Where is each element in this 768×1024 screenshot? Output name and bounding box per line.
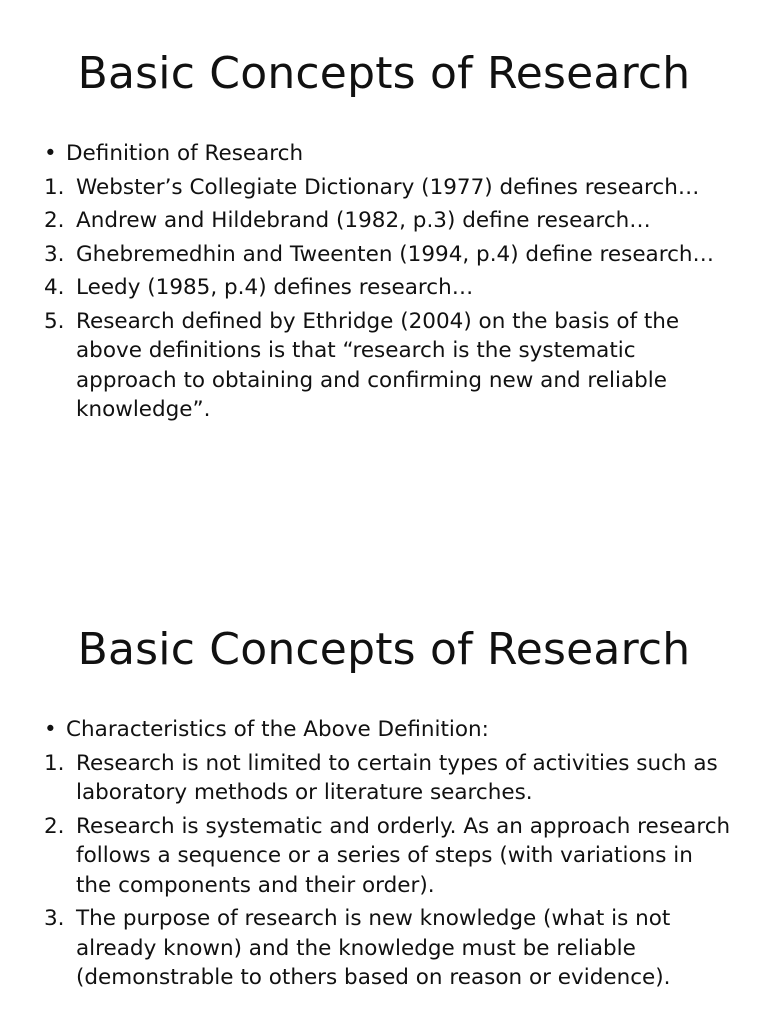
bullet-heading (44, 139, 734, 169)
slide-body (44, 139, 734, 429)
list-item-text: Research is systematic and orderly. As an approach research follows a sequence or a series of steps (with variations in the components and their order). (76, 813, 731, 898)
list-number: 1. (44, 750, 65, 776)
list-number: 1. (44, 174, 65, 200)
list-item-text: Ghebremedhin and Tweenten (1994, p.4) define research… (76, 241, 715, 267)
slide-2 (0, 576, 768, 1024)
list-item (44, 240, 734, 270)
list-item-text: Research is not limited to certain types of activities such as laboratory methods or literature searches. (76, 750, 718, 805)
list-item (44, 273, 734, 303)
list-item (44, 173, 734, 203)
list-number: 5. (44, 308, 65, 334)
list-number: 2. (44, 208, 65, 233)
bullet-text: Definition of Research (66, 141, 304, 166)
list-item-text: Webster’s Collegiate Dictionary (1977) defines research… (76, 174, 700, 200)
slide-title: Basic Concepts of Research (77, 48, 691, 99)
list-number: 3. (44, 241, 65, 267)
list-item (44, 307, 734, 425)
list-item (44, 749, 734, 808)
bullet-icon: • (44, 717, 57, 742)
list-item (44, 206, 734, 236)
list-item-text: Andrew and Hildebrand (1982, p.3) define research… (76, 208, 651, 233)
list-item (44, 812, 734, 901)
slide-title: Basic Concepts of Research (77, 624, 691, 675)
list-number: 3. (44, 906, 65, 931)
slide-body (44, 715, 734, 997)
bullet-text: Characteristics of the Above Definition: (66, 717, 489, 742)
bullet-icon: • (44, 141, 57, 166)
list-item-text: Research defined by Ethridge (2004) on the basis of the above definitions is that “research is the systematic approach to obtaining and confirming new and reliable knowledge”. (76, 308, 680, 422)
list-item-text: The purpose of research is new knowledge (what is not already known) and the knowledge must be reliable (demonstrable to others based on reason or evidence). (76, 906, 671, 990)
list-number: 2. (44, 813, 65, 839)
list-number: 4. (44, 275, 65, 300)
bullet-heading (44, 715, 734, 745)
list-item-text: Leedy (1985, p.4) defines research… (76, 275, 474, 300)
list-item (44, 904, 734, 993)
